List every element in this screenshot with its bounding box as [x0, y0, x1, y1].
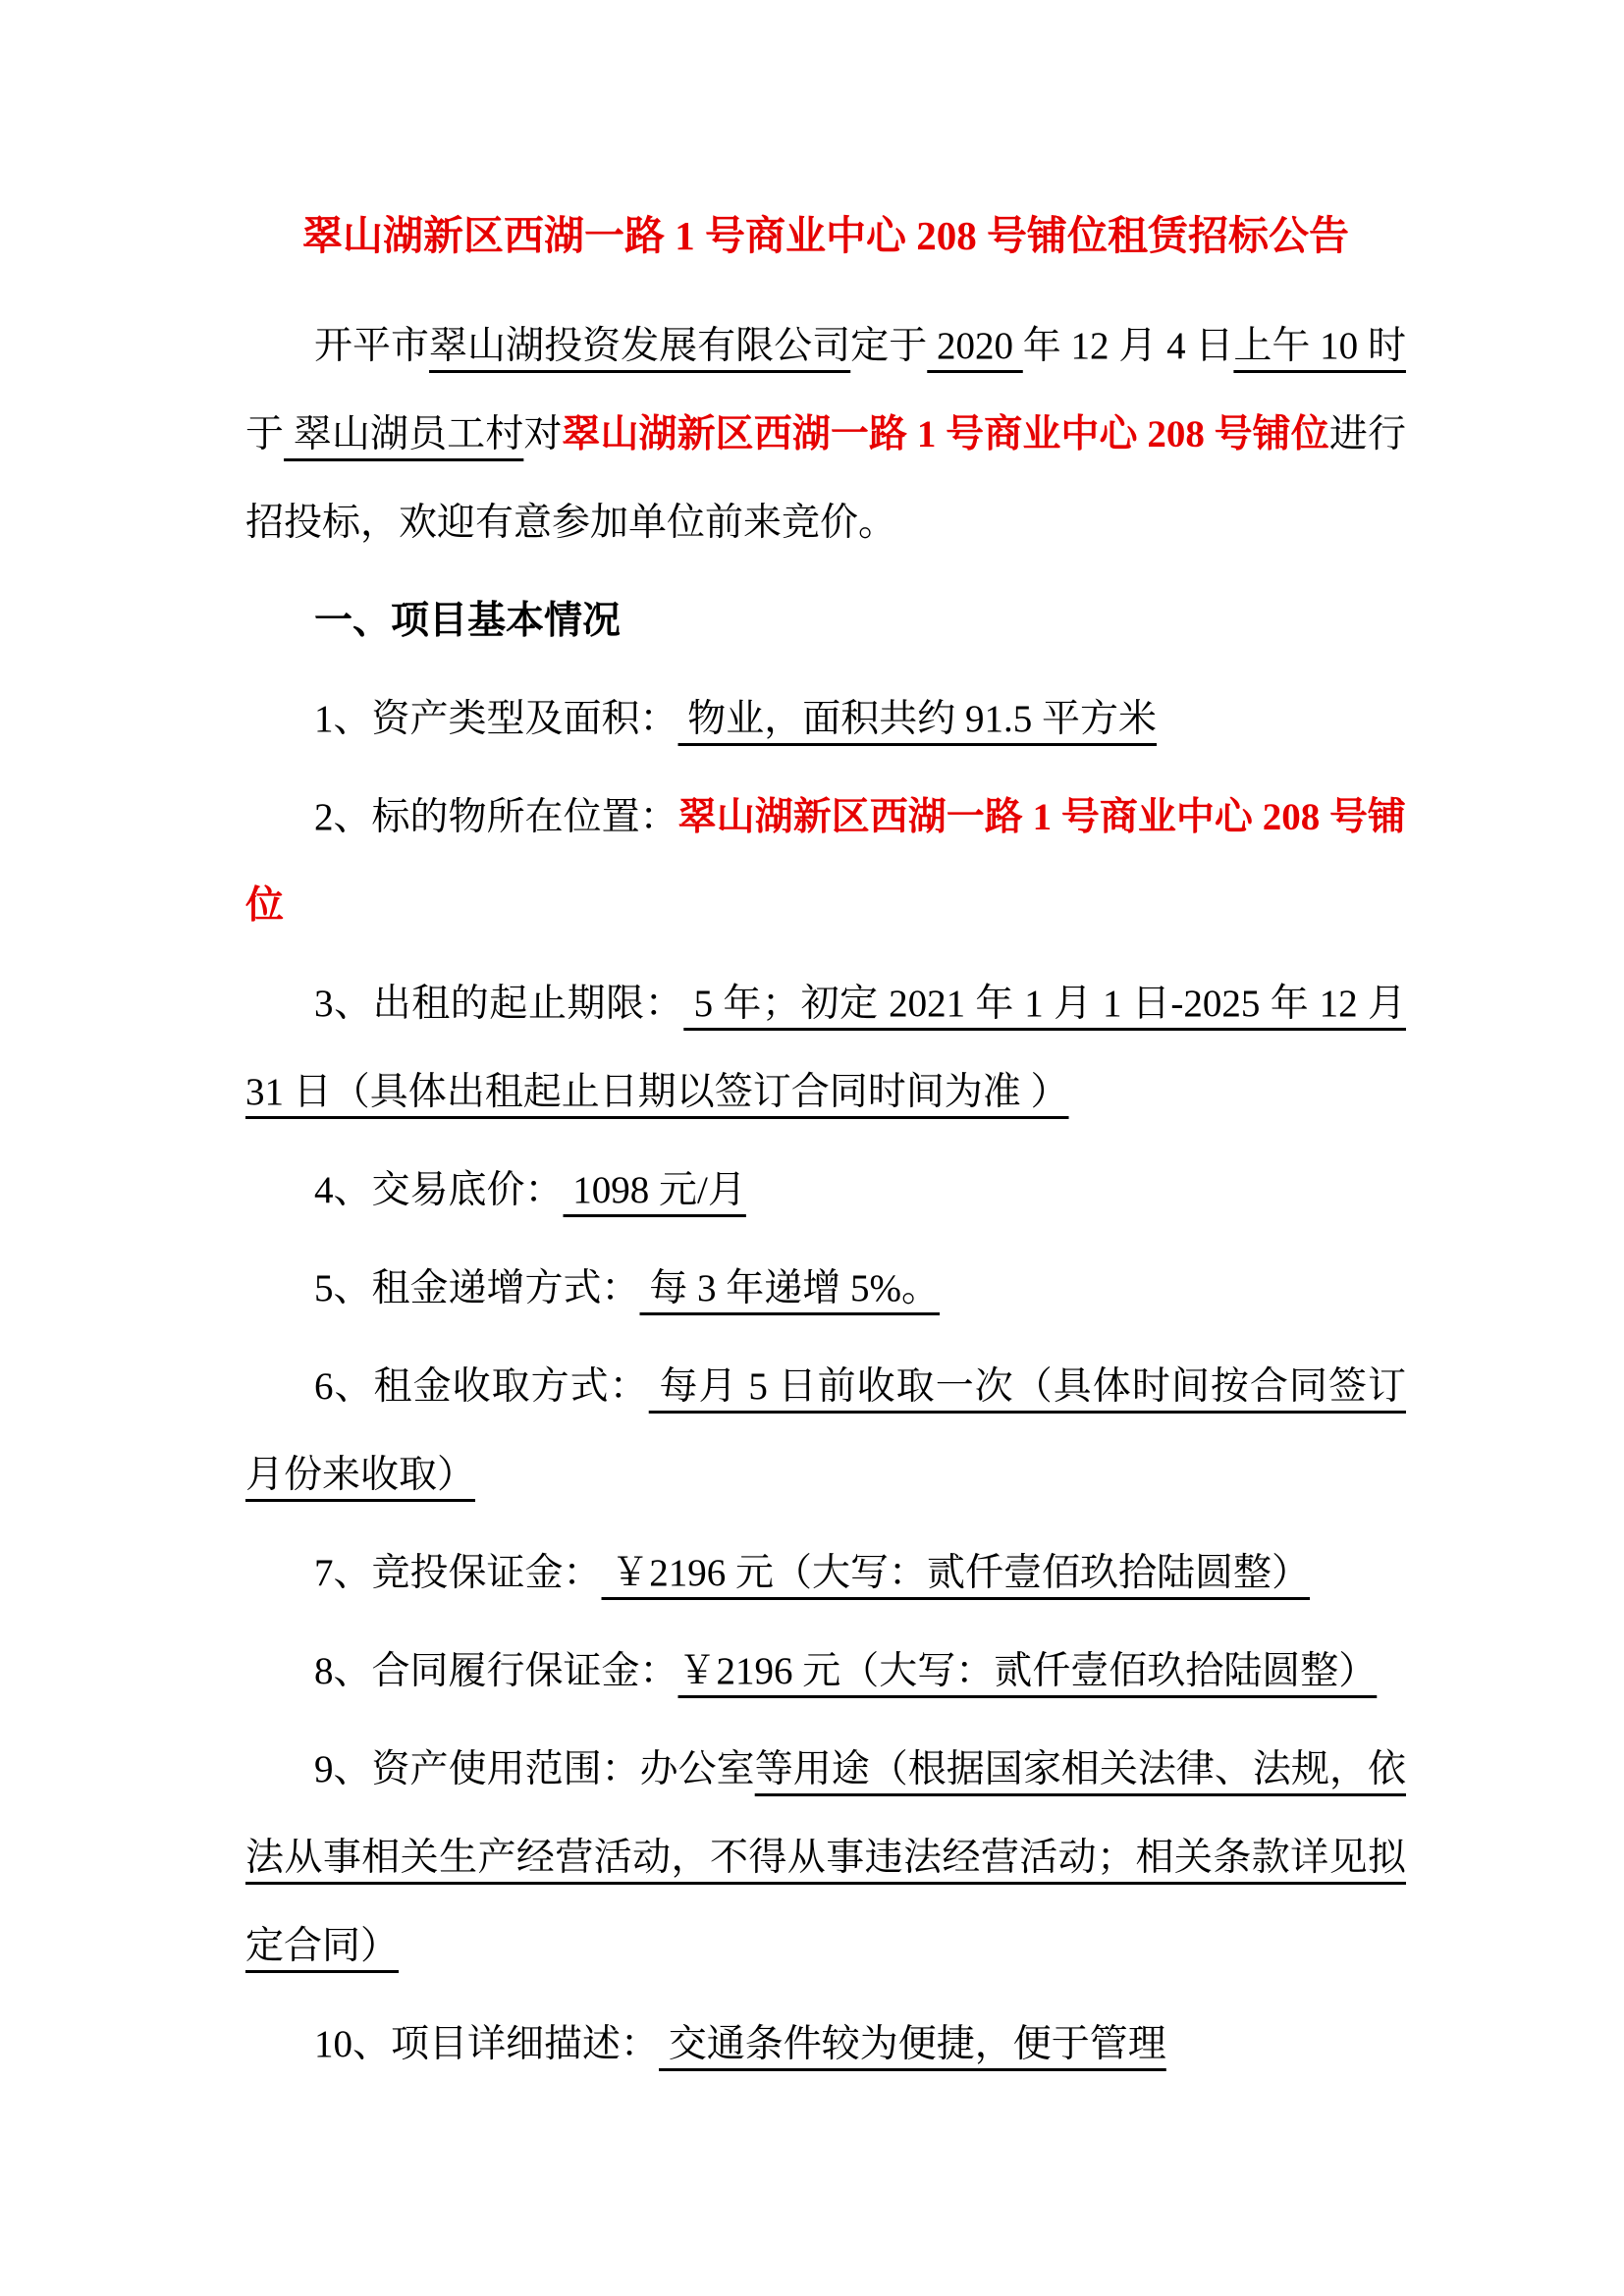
text-segment-u: 翠山湖投资发展有限公司: [429, 325, 851, 367]
item-2-location: [245, 774, 1406, 950]
item-4-base-price: [245, 1147, 1406, 1235]
item-7-bid-deposit: [245, 1529, 1406, 1618]
section-heading: [245, 577, 1406, 666]
text-segment-u: ￥2196 元（大写：贰仟壹佰玖拾陆圆整）: [601, 1552, 1311, 1594]
text-segment-plain: 3、出租的起止期限：: [314, 983, 684, 1025]
text-segment-u: 物业，面积共约 91.5 平方米: [677, 698, 1158, 740]
item-5-rent-increase: [245, 1245, 1406, 1333]
text-segment-u: 2020: [927, 325, 1023, 367]
text-segment-plain: 2、标的物所在位置：: [314, 796, 678, 838]
document-title: 翠山湖新区西湖一路 1 号商业中心 208 号铺位租赁招标公告: [302, 213, 1349, 258]
text-segment-u: 5 年；初定 2021 年 1 月 1 日-2025 年 12 月 31 日（具体出租起止日期以签订合同时间为准 ）: [245, 983, 1406, 1113]
text-segment-u: 每 3 年递增 5%。: [639, 1267, 941, 1309]
text-segment-plain: 9、资产使用范围：办公室: [314, 1748, 755, 1790]
text-segment-plain: 5、租金递增方式：: [314, 1267, 640, 1309]
item-3-lease-term: [245, 960, 1406, 1137]
item-10-project-description: [245, 2001, 1406, 2089]
item-9-usage-scope: [245, 1726, 1406, 1991]
text-segment-plain: 7、竞投保证金：: [314, 1552, 602, 1594]
document-body: [245, 302, 1406, 2089]
text-segment-redbold: 翠山湖新区西湖一路 1 号商业中心 208 号铺位: [562, 413, 1329, 455]
text-segment-u: ￥2196 元（大写：贰仟壹佰玖拾陆圆整）: [677, 1650, 1378, 1692]
text-segment-u: 等用途（根据国家相关法律、法规，依法从事相关生产经营活动，不得从事违法经营活动；相关条款详见拟定合同）: [245, 1748, 1406, 1967]
text-segment-plain: 定于: [850, 325, 928, 367]
item-1-asset-type-area: [245, 675, 1406, 764]
text-segment-plain: 于: [245, 413, 285, 455]
intro-paragraph: [245, 302, 1406, 567]
item-8-contract-deposit: [245, 1628, 1406, 1716]
text-segment-u: 交通条件较为便捷，便于管理: [659, 2023, 1166, 2065]
text-segment-plain: 1、资产类型及面积：: [314, 698, 678, 740]
item-6-rent-collection: [245, 1343, 1406, 1520]
document-content: [245, 206, 1406, 2099]
text-segment-plain: 开平市: [314, 325, 430, 367]
text-segment-plain: 进行招投标，欢迎有意参加单位前来竞价。: [245, 413, 1406, 544]
text-segment-plain: 10、项目详细描述：: [314, 2023, 660, 2065]
text-segment-u: 每月 5 日前收取一次（具体时间按合同签订月份来收取）: [245, 1365, 1406, 1496]
text-segment-plain: 4、交易底价：: [314, 1169, 564, 1211]
text-segment-plain: 6、租金收取方式：: [314, 1365, 649, 1408]
text-segment-bold: 一、项目基本情况: [314, 600, 622, 642]
text-segment-plain: 对: [523, 413, 563, 455]
text-segment-plain: 8、合同履行保证金：: [314, 1650, 678, 1692]
text-segment-redbold: 翠山湖新区西湖一路 1 号商业中心 208 号铺位: [245, 796, 1406, 927]
text-segment-u: 上午 10 时: [1233, 325, 1406, 367]
text-segment-plain: 年 12 月 4 日: [1022, 325, 1234, 367]
text-segment-u: 1098 元/月: [563, 1169, 746, 1211]
text-segment-u: 翠山湖员工村: [284, 413, 524, 455]
